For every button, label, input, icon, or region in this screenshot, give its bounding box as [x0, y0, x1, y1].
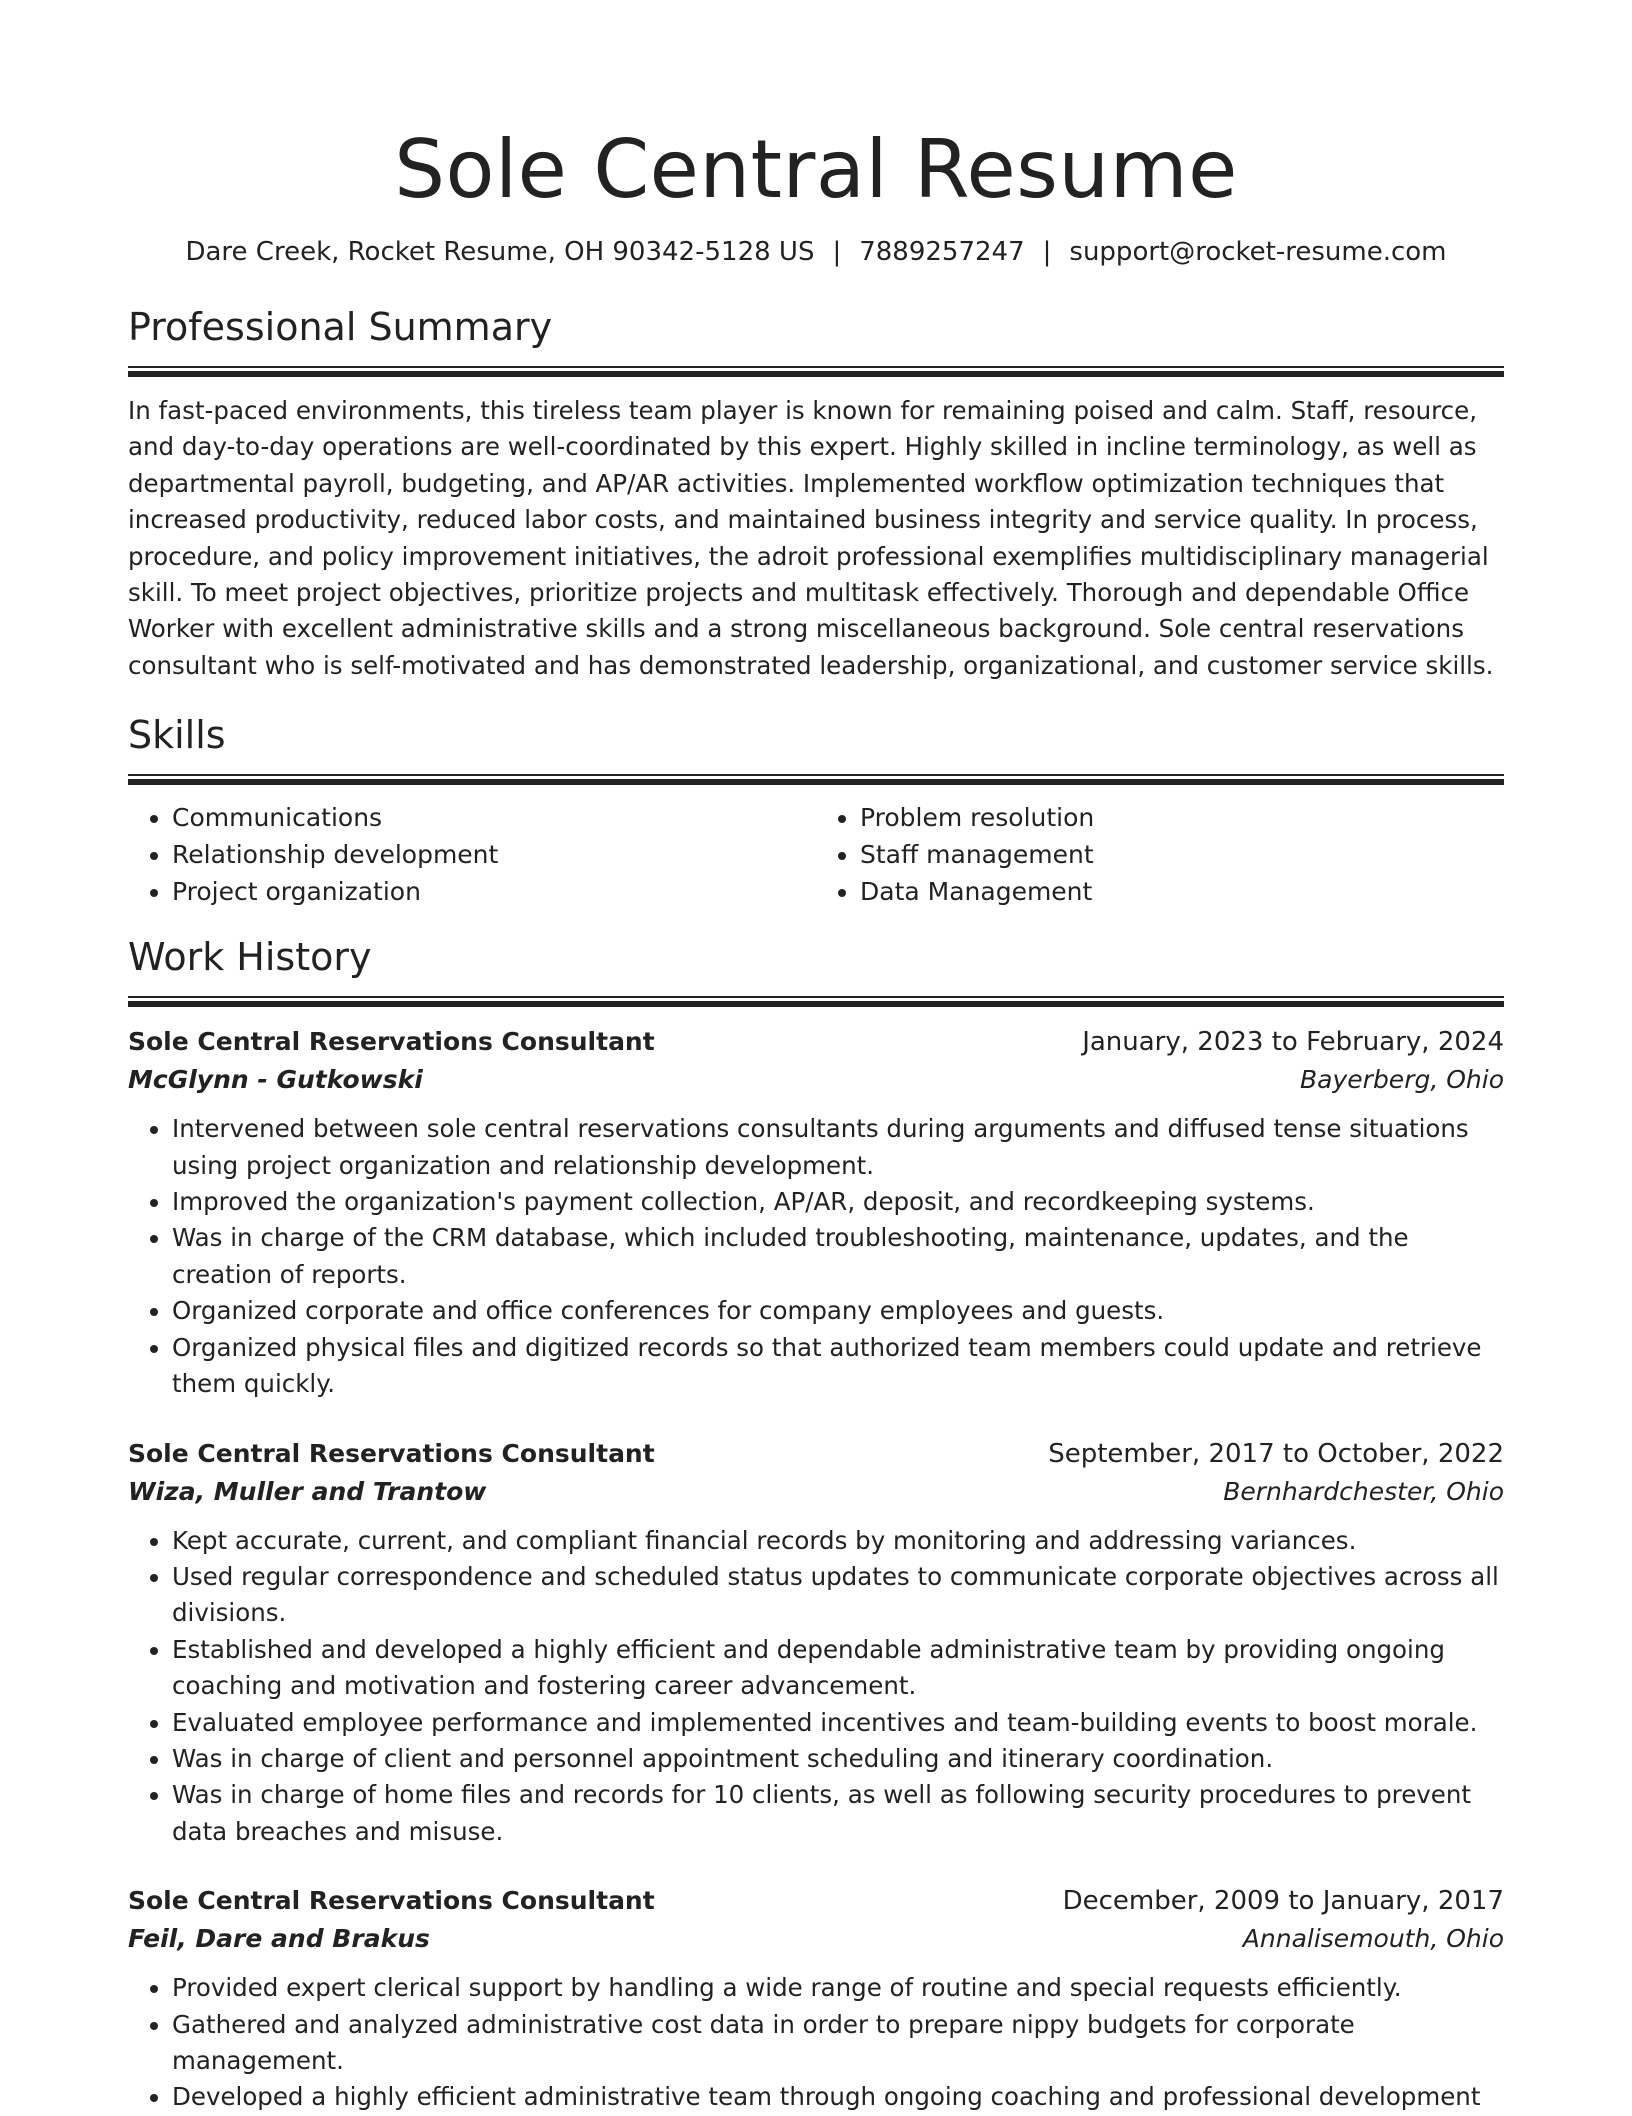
skill-item: • Staff management: [860, 836, 1504, 873]
job-bullets: [128, 1111, 1504, 1402]
job-bullet: • Was in charge of home files and records for 10 clients, as well as following security procedures to prevent data breaches and misuse.: [172, 1777, 1504, 1850]
summary-title: Professional Summary: [128, 305, 553, 349]
contact-line: [128, 234, 1504, 270]
skills-columns: [128, 799, 1504, 910]
job-location: Annalisemouth, Ohio: [1242, 1924, 1504, 1954]
skills-left-list: [128, 799, 816, 910]
job-bullets: [128, 1970, 1504, 2116]
section-divider: [128, 996, 1504, 1007]
job-title: Sole Central Reservations Consultant: [128, 1438, 655, 1468]
job-bullet: • Developed a highly efficient administrative team through ongoing coaching and professional development: [172, 2079, 1504, 2115]
job-bullet: • Improved the organization's payment collection, AP/AR, deposit, and recordkeeping systems.: [172, 1184, 1504, 1220]
summary-section: [128, 302, 1504, 684]
contact-phone: 7889257247: [859, 237, 1025, 267]
section-divider: [128, 366, 1504, 377]
resume-page: [128, 0, 1504, 2116]
job-header: [128, 1023, 1504, 1061]
job-entry: [128, 1435, 1504, 1851]
contact-address: Dare Creek, Rocket Resume, OH 90342-5128 US: [185, 237, 815, 267]
job-title: Sole Central Reservations Consultant: [128, 1886, 655, 1916]
job-company: Wiza, Muller and Trantow: [128, 1476, 487, 1506]
skills-title: Skills: [128, 713, 226, 758]
skill-item: • Communications: [172, 799, 816, 836]
job-bullet: • Used regular correspondence and scheduled status updates to communicate corporate objectives across all divisions.: [172, 1559, 1504, 1632]
job-company: McGlynn - Gutkowski: [128, 1065, 423, 1095]
contact-separator: |: [1042, 237, 1052, 267]
job-location: Bernhardchester, Ohio: [1223, 1476, 1504, 1506]
job-bullet: • Provided expert clerical support by handling a wide range of routine and special requests efficiently.: [172, 1970, 1504, 2006]
job-bullet: • Intervened between sole central reservations consultants during arguments and diffused tense situations using project organization and relationship development.: [172, 1111, 1504, 1184]
contact-separator: |: [832, 237, 842, 267]
job-bullet: • Was in charge of the CRM database, which included troubleshooting, maintenance, updates, and the creation of reports.: [172, 1220, 1504, 1293]
skills-right-list: [816, 799, 1504, 910]
job-bullet: • Kept accurate, current, and compliant financial records by monitoring and addressing variances.: [172, 1523, 1504, 1559]
job-bullet: • Established and developed a highly efficient and dependable administrative team by providing ongoing coaching and motivation and fostering career advancement.: [172, 1632, 1504, 1705]
job-title: Sole Central Reservations Consultant: [128, 1027, 655, 1057]
section-divider: [128, 774, 1504, 785]
job-bullet: • Gathered and analyzed administrative cost data in order to prepare nippy budgets for corporate management.: [172, 2007, 1504, 2080]
resume-name: Sole Central Resume: [394, 123, 1238, 216]
job-entry: [128, 1882, 1504, 2116]
work-section: [128, 932, 1504, 2116]
job-bullet: • Was in charge of client and personnel appointment scheduling and itinerary coordination.: [172, 1741, 1504, 1777]
job-header: [128, 1882, 1504, 1920]
skills-section: [128, 710, 1504, 910]
job-dates: September, 2017 to October, 2022: [1048, 1438, 1504, 1469]
job-bullet: • Organized physical files and digitized records so that authorized team members could update and retrieve them quickly.: [172, 1330, 1504, 1403]
job-location: Bayerberg, Ohio: [1300, 1065, 1504, 1095]
job-company: Feil, Dare and Brakus: [128, 1924, 430, 1954]
job-subheader: [128, 1920, 1504, 1958]
job-subheader: [128, 1473, 1504, 1511]
skill-item: • Project organization: [172, 873, 816, 910]
job-dates: December, 2009 to January, 2017: [1062, 1886, 1504, 1917]
job-bullet: • Evaluated employee performance and implemented incentives and team-building events to boost morale.: [172, 1705, 1504, 1741]
job-bullet: • Organized corporate and office conferences for company employees and guests.: [172, 1293, 1504, 1329]
job-entry: [128, 1023, 1504, 1402]
job-bullets: [128, 1523, 1504, 1851]
summary-text: In fast-paced environments, this tireless team player is known for remaining poised and calm. Staff, resource, and day-to-day operations are well-coordinated by this expert. Highly skilled in incline terminology, as well as departmental payroll, budgeting, and AP/AR activities. Implemented workflow optimization techniques that increased productivity, reduced labor costs, and maintained business integrity and service quality. In process, procedure, and policy improvement initiatives, the adroit professional exemplifies multidisciplinary managerial skill. To meet project objectives, prioritize projects and multitask effectively. Thorough and dependable Office Worker with excellent administrative skills and a strong miscellaneous background. Sole central reservations consultant who is self-motivated and has demonstrated leadership, organizational, and customer service skills.: [128, 396, 1494, 680]
contact-email: support@rocket-resume.com: [1069, 237, 1447, 267]
skill-item: • Data Management: [860, 873, 1504, 910]
skill-item: • Relationship development: [172, 836, 816, 873]
job-dates: January, 2023 to February, 2024: [1082, 1027, 1504, 1058]
job-header: [128, 1435, 1504, 1473]
job-subheader: [128, 1061, 1504, 1099]
work-title: Work History: [128, 935, 372, 980]
skill-item: • Problem resolution: [860, 799, 1504, 836]
